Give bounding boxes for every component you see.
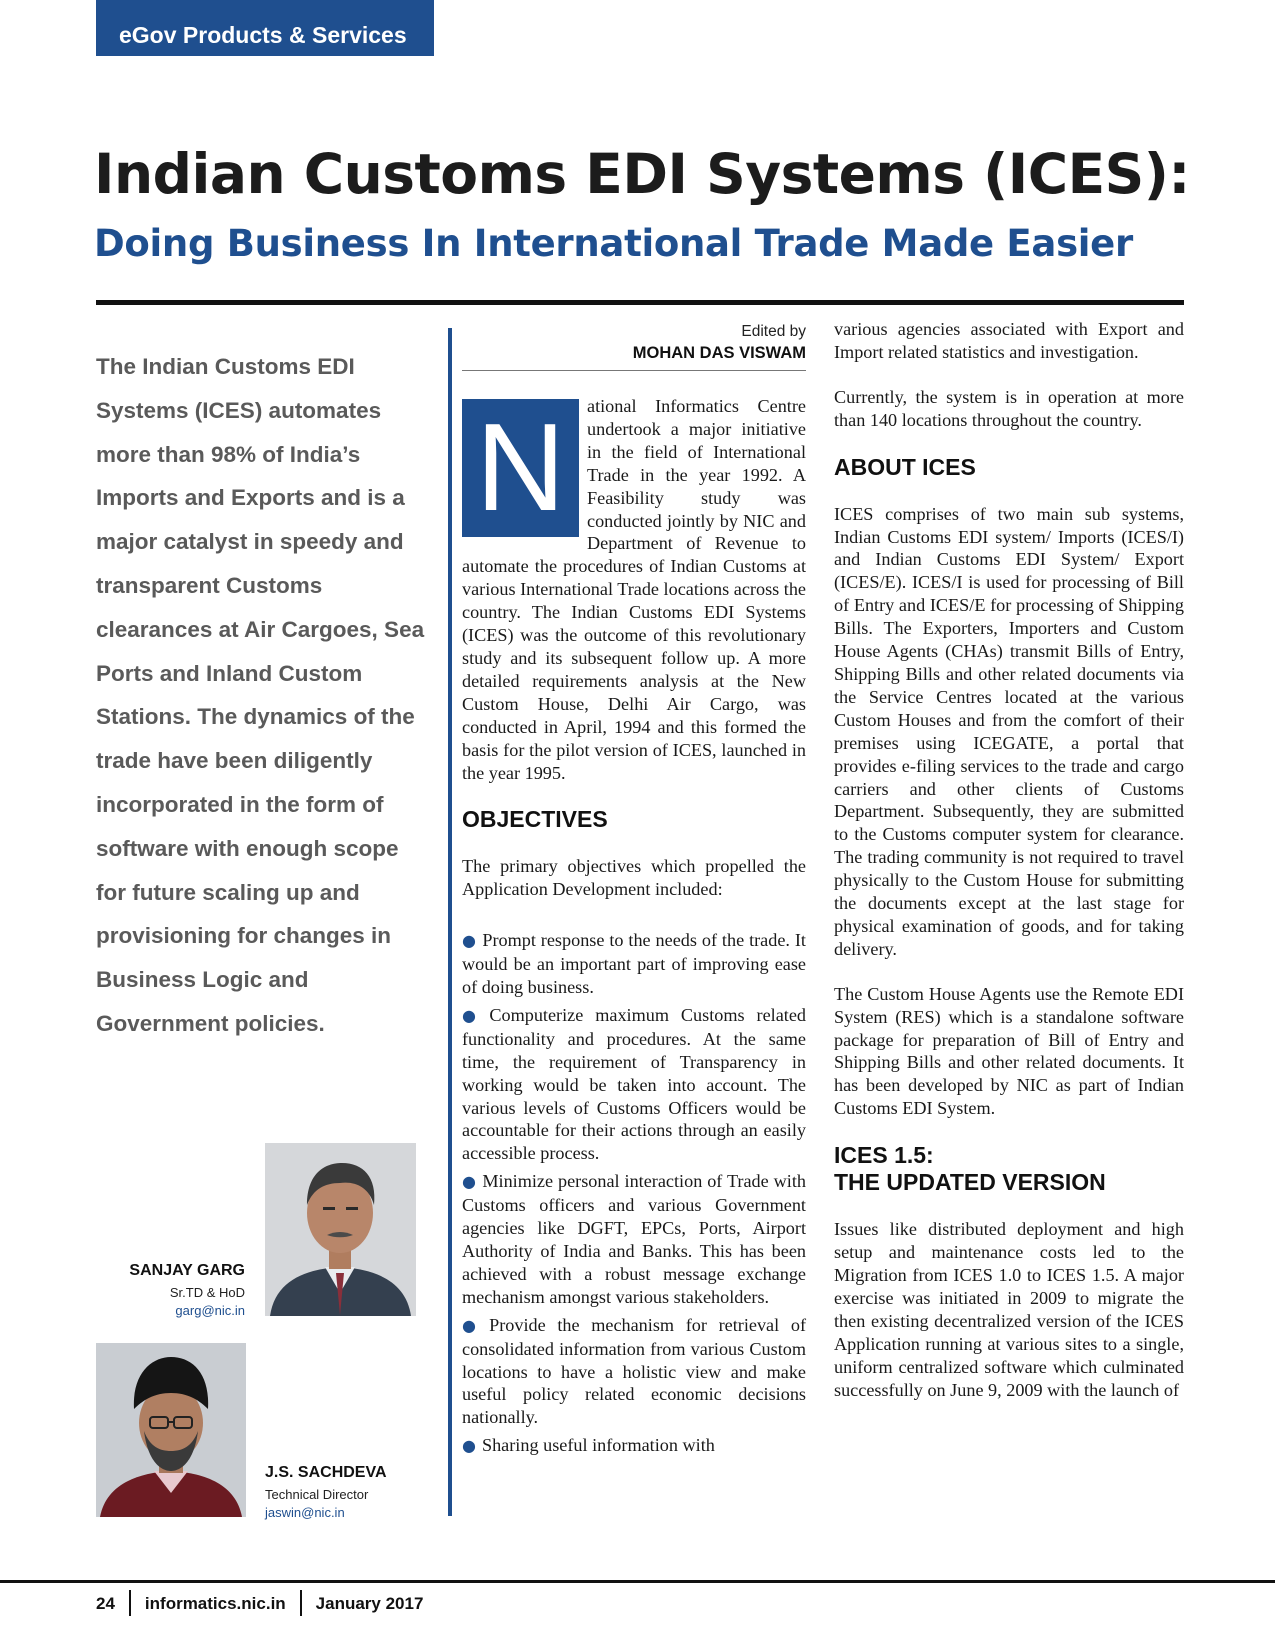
list-item: ● Computerize maximum Customs related functionality and procedures. At the same time, the requirement of Transparency in working would be taken into account. The various levels of Customs Officers would be accountable for their actions through an easily accessible process. bbox=[462, 1004, 807, 1164]
person-portrait-icon bbox=[265, 1143, 416, 1316]
footer-issue-date: January 2017 bbox=[315, 1594, 424, 1614]
title-divider bbox=[96, 300, 1184, 305]
intro-text: ational Informatics Centre undertook a major initiative in the field of International Trade in the year 1992. A Feasibility study was conducted jointly by NIC and Department of Revenue to automate the procedures of Indian Customs at various International Trade locations across the country. The Indian Customs EDI Systems (ICES) was the outcome of this revolutionary study and its subsequent follow up. A more detailed requirements analysis at the New Custom House, Delhi Air Cargo, was conducted in April, 1994 and this formed the basis for the pilot version of ICES, launched in the year 1995. bbox=[462, 396, 806, 783]
article-title: Indian Customs EDI Systems (ICES): bbox=[94, 142, 1190, 206]
author-role: Sr.TD & HoD bbox=[169, 1285, 245, 1300]
editor-credit bbox=[462, 323, 806, 363]
about-paragraph: ICES comprises of two main sub systems, Indian Customs EDI system/ Imports (ICES/I) and Indian Customs EDI System/ Export (ICES/E). ICES/I is used for processing of Bill of Entry and ICES/E for processing of Shipping Bills. The Exporters, Importers and Custom House Agents (CHAs) transmit Bills of Entry, Shipping Bills and other related documents via the Service Centres located at the various Custom Houses and from the comfort of their premises using ICEGATE, a portal that provides e-filing services to the trade and cargo carriers and other clients of Customs Department. Subsequently, they are submitted to the Customs computer system for clearance. The trading community is not required to travel physically to the Custom House for submitting the documents except at the last stage for physical examination of goods, and for taking delivery. bbox=[834, 503, 1184, 959]
bullet-icon: ● bbox=[462, 931, 477, 951]
person-portrait-icon bbox=[96, 1343, 246, 1517]
objectives-heading: OBJECTIVES bbox=[462, 806, 608, 833]
page-number: 24 bbox=[96, 1594, 115, 1614]
author-role: Technical Director bbox=[265, 1487, 369, 1502]
list-item: ● Provide the mechanism for retrieval of consolidated information from various Custom locations to have a holistic view and make useful policy related economic decisions nationally. bbox=[462, 1314, 806, 1428]
bullet-icon: ● bbox=[462, 1315, 484, 1335]
section-tab: eGov Products & Services bbox=[96, 0, 434, 56]
article-column-middle bbox=[462, 395, 806, 1463]
edited-by-label: Edited by bbox=[741, 323, 806, 340]
author-email-link[interactable]: jaswin@nic.in bbox=[265, 1505, 345, 1520]
list-item: ● Minimize personal interaction of Trade with Customs officers and various Government agencies like DGFT, EPCs, Ports, Airport Authority of India and Banks. This has been achieved with a robust message exchange mechanism amongst various stakeholders. bbox=[462, 1171, 806, 1307]
continuation-paragraph: various agencies associated with Export and Import related statistics and investigation. bbox=[834, 319, 1184, 362]
footer-separator bbox=[300, 1590, 302, 1616]
objectives-list bbox=[462, 929, 806, 1458]
page-footer bbox=[96, 1594, 423, 1616]
article-subtitle: Doing Business In International Trade Made Easier bbox=[94, 222, 1133, 265]
drop-cap: N bbox=[462, 399, 579, 537]
ices15-heading: ICES 1.5: THE UPDATED VERSION bbox=[834, 1142, 1106, 1196]
author-name: J.S. SACHDEVA bbox=[265, 1464, 387, 1481]
pull-quote: The Indian Customs EDI Systems (ICES) automates more than 98% of India’s Imports and Exports and is a major catalyst in speedy and transparent Customs clearances at Air Cargoes, Sea Ports and Inland Custom Stations. The dynamics of the trade have been diligently incorporated in the form of software with enough scope for future scaling up and provisioning for changes in Business Logic and Government policies. bbox=[96, 354, 425, 1036]
about-heading: ABOUT ICES bbox=[834, 453, 976, 480]
author-name: SANJAY GARG bbox=[129, 1262, 245, 1279]
bullet-icon: ● bbox=[462, 1436, 476, 1456]
author-photo-sanjay-garg bbox=[265, 1143, 416, 1316]
footer-separator bbox=[129, 1590, 131, 1616]
bullet-icon: ● bbox=[462, 1005, 484, 1025]
res-paragraph: The Custom House Agents use the Remote EDI System (RES) which is a standalone software package for preparation of Bill of Entry and Shipping Bills and other related documents. It has been developed by NIC as part of Indian Customs EDI System. bbox=[834, 983, 1184, 1119]
list-item: ● Sharing useful information with bbox=[462, 1435, 715, 1456]
locations-paragraph: Currently, the system is in operation at more than 140 locations throughout the country. bbox=[834, 386, 1184, 430]
author-email-link[interactable]: garg@nic.in bbox=[175, 1303, 245, 1318]
editor-name: MOHAN DAS VISWAM bbox=[632, 344, 806, 362]
footer-website-link[interactable]: informatics.nic.in bbox=[144, 1594, 286, 1614]
bullet-icon: ● bbox=[462, 1172, 477, 1192]
ices15-paragraph: Issues like distributed deployment and high setup and maintenance costs led to the Migration from ICES 1.0 to ICES 1.5. A major exercise was initiated in 2009 to migrate the then existing decentralized version of the ICES Application running at various sites to a single, uniform centralized software which culminated successfully on June 9, 2009 with the launch of bbox=[834, 1219, 1184, 1400]
list-item: ● Prompt response to the needs of the trade. It would be an important part of improving ease of doing business. bbox=[462, 930, 806, 998]
editor-divider bbox=[462, 370, 806, 371]
author-photo-js-sachdeva bbox=[96, 1343, 246, 1517]
footer-divider bbox=[0, 1580, 1275, 1583]
column-divider bbox=[448, 328, 452, 1516]
objectives-intro: The primary objectives which propelled the Application Development included: bbox=[462, 856, 806, 900]
article-column-right bbox=[834, 318, 1184, 1401]
intro-paragraph bbox=[462, 395, 806, 784]
